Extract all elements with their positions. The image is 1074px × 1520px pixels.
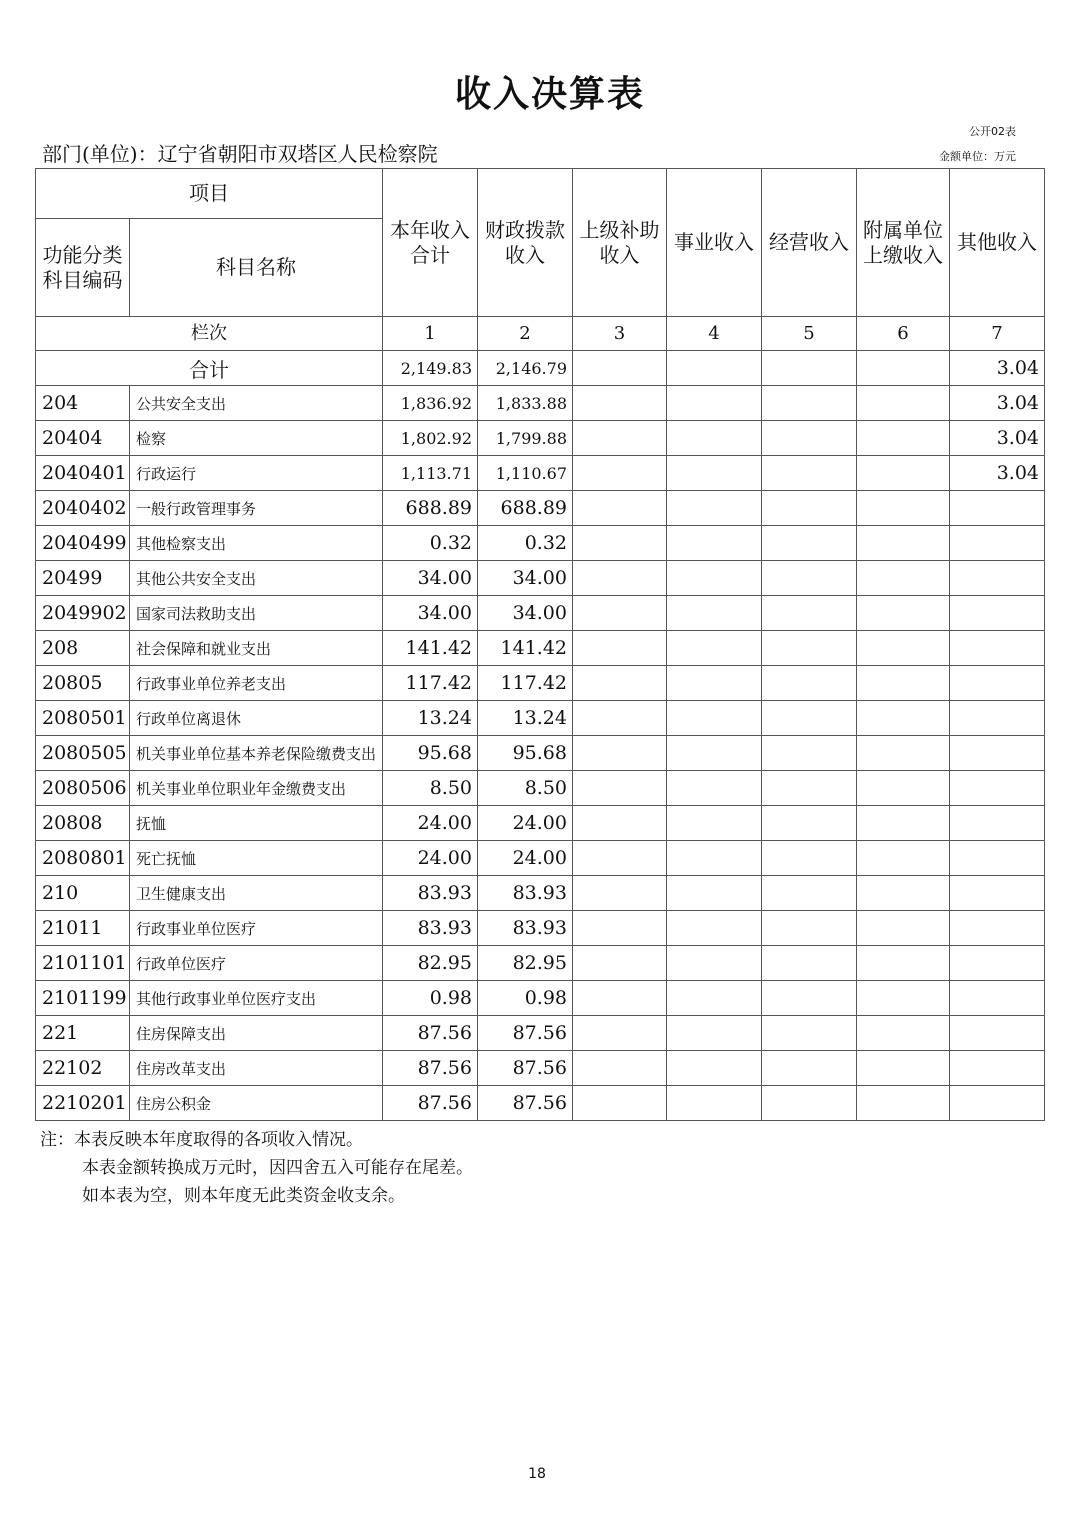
col-1-cell: 1,113.71 — [383, 456, 478, 491]
col-4-cell — [667, 911, 762, 946]
col-7-cell — [950, 876, 1045, 911]
page-title: 收入决算表 — [454, 74, 645, 115]
code-cell: 21011 — [36, 911, 130, 946]
col-2-cell: 13.24 — [478, 701, 573, 736]
column-number: 3 — [573, 317, 667, 351]
col-5-cell — [762, 631, 857, 666]
col-1-cell: 24.00 — [383, 806, 478, 841]
col-6-cell — [857, 946, 950, 981]
col-2-cell: 141.42 — [478, 631, 573, 666]
code-cell: 221 — [36, 1016, 130, 1051]
table-row — [36, 771, 1045, 806]
col-4-cell — [667, 806, 762, 841]
code-cell: 2040499 — [36, 526, 130, 561]
table-row — [36, 491, 1045, 526]
code-cell: 20808 — [36, 806, 130, 841]
col-7-cell — [950, 1051, 1045, 1086]
col-6-cell — [857, 1086, 950, 1121]
col-4-cell — [667, 1086, 762, 1121]
col-5-cell — [762, 386, 857, 421]
name-cell: 行政事业单位医疗 — [130, 911, 383, 946]
column-number: 5 — [762, 317, 857, 351]
col-1-cell: 87.56 — [383, 1016, 478, 1051]
col-6-cell — [857, 841, 950, 876]
col-2-cell: 87.56 — [478, 1051, 573, 1086]
code-cell: 2080506 — [36, 771, 130, 806]
col-2-cell: 688.89 — [478, 491, 573, 526]
code-cell: 20404 — [36, 421, 130, 456]
col-1-cell: 87.56 — [383, 1051, 478, 1086]
col-3-cell — [573, 561, 667, 596]
column-number: 6 — [857, 317, 950, 351]
column-number: 2 — [478, 317, 573, 351]
col-4-cell — [667, 946, 762, 981]
col-3-cell — [573, 1086, 667, 1121]
col-2-cell: 82.95 — [478, 946, 573, 981]
column-number: 7 — [950, 317, 1045, 351]
header-col-3: 上级补助收入 — [573, 169, 667, 317]
col-7-cell — [950, 561, 1045, 596]
col-3-cell — [573, 771, 667, 806]
col-2-cell: 0.32 — [478, 526, 573, 561]
col-1-cell: 34.00 — [383, 596, 478, 631]
header-col-2: 财政拨款收入 — [478, 169, 573, 317]
col-6-cell — [857, 456, 950, 491]
notes — [40, 1126, 473, 1210]
col-5-cell — [762, 946, 857, 981]
header-col-6: 附属单位上缴收入 — [857, 169, 950, 317]
col-6-cell — [857, 526, 950, 561]
col-6-cell — [857, 631, 950, 666]
header-col-5: 经营收入 — [762, 169, 857, 317]
col-2-cell: 34.00 — [478, 596, 573, 631]
code-cell: 2101199 — [36, 981, 130, 1016]
code-cell: 2040401 — [36, 456, 130, 491]
col-6-cell — [857, 386, 950, 421]
col-4-cell — [667, 701, 762, 736]
col-2-cell: 83.93 — [478, 911, 573, 946]
col-2-cell: 1,833.88 — [478, 386, 573, 421]
code-cell: 210 — [36, 876, 130, 911]
col-3-cell — [573, 1016, 667, 1051]
code-cell: 2101101 — [36, 946, 130, 981]
col-4-cell — [667, 561, 762, 596]
table-row — [36, 596, 1045, 631]
col-5-cell — [762, 806, 857, 841]
name-cell: 死亡抚恤 — [130, 841, 383, 876]
code-cell: 2080501 — [36, 701, 130, 736]
col-3-cell — [573, 631, 667, 666]
table-row — [36, 841, 1045, 876]
col-2-cell: 0.98 — [478, 981, 573, 1016]
total-label: 合计 — [36, 351, 383, 386]
col-3-cell — [573, 806, 667, 841]
col-1-cell: 1,836.92 — [383, 386, 478, 421]
col-6-cell — [857, 1016, 950, 1051]
form-number: 公开02表 — [969, 125, 1016, 138]
code-cell: 2210201 — [36, 1086, 130, 1121]
name-cell: 机关事业单位职业年金缴费支出 — [130, 771, 383, 806]
total-row — [36, 351, 1045, 386]
col-2-cell: 8.50 — [478, 771, 573, 806]
col-4-cell — [667, 491, 762, 526]
table-row — [36, 526, 1045, 561]
col-6-cell — [857, 596, 950, 631]
col-1-cell: 141.42 — [383, 631, 478, 666]
col-1-cell: 1,802.92 — [383, 421, 478, 456]
note-line: 本表金额转换成万元时，因四舍五入可能存在尾差。 — [82, 1158, 473, 1178]
total-col-4 — [667, 351, 762, 386]
col-3-cell — [573, 386, 667, 421]
header-col-7: 其他收入 — [950, 169, 1045, 317]
total-col-7: 3.04 — [950, 351, 1045, 386]
col-1-cell: 117.42 — [383, 666, 478, 701]
col-3-cell — [573, 421, 667, 456]
col-5-cell — [762, 491, 857, 526]
col-5-cell — [762, 1086, 857, 1121]
col-5-cell — [762, 701, 857, 736]
col-6-cell — [857, 701, 950, 736]
name-cell: 行政单位离退休 — [130, 701, 383, 736]
name-cell: 一般行政管理事务 — [130, 491, 383, 526]
name-cell: 其他检察支出 — [130, 526, 383, 561]
col-1-cell: 87.56 — [383, 1086, 478, 1121]
col-4-cell — [667, 876, 762, 911]
code-cell: 20499 — [36, 561, 130, 596]
col-6-cell — [857, 561, 950, 596]
col-3-cell — [573, 596, 667, 631]
col-5-cell — [762, 526, 857, 561]
name-cell: 社会保障和就业支出 — [130, 631, 383, 666]
code-cell: 2080505 — [36, 736, 130, 771]
table-row — [36, 666, 1045, 701]
department-label: 部门(单位)：辽宁省朝阳市双塔区人民检察院 — [42, 142, 438, 166]
name-cell: 公共安全支出 — [130, 386, 383, 421]
col-5-cell — [762, 981, 857, 1016]
col-5-cell — [762, 1016, 857, 1051]
col-1-cell: 95.68 — [383, 736, 478, 771]
name-cell: 住房改革支出 — [130, 1051, 383, 1086]
col-7-cell: 3.04 — [950, 386, 1045, 421]
page-number: 18 — [528, 1466, 546, 1482]
note-line: 如本表为空，则本年度无此类资金收支余。 — [82, 1186, 405, 1206]
col-5-cell — [762, 911, 857, 946]
col-2-cell: 1,110.67 — [478, 456, 573, 491]
col-3-cell — [573, 526, 667, 561]
col-1-cell: 82.95 — [383, 946, 478, 981]
col-2-cell: 34.00 — [478, 561, 573, 596]
col-5-cell — [762, 421, 857, 456]
code-cell: 208 — [36, 631, 130, 666]
name-cell: 行政运行 — [130, 456, 383, 491]
col-5-cell — [762, 1051, 857, 1086]
name-cell: 住房保障支出 — [130, 1016, 383, 1051]
column-number: 4 — [667, 317, 762, 351]
col-4-cell — [667, 456, 762, 491]
table-row — [36, 456, 1045, 491]
col-1-cell: 24.00 — [383, 841, 478, 876]
name-cell: 抚恤 — [130, 806, 383, 841]
col-1-cell: 0.32 — [383, 526, 478, 561]
col-5-cell — [762, 771, 857, 806]
name-cell: 住房公积金 — [130, 1086, 383, 1121]
name-cell: 卫生健康支出 — [130, 876, 383, 911]
col-6-cell — [857, 771, 950, 806]
col-3-cell — [573, 981, 667, 1016]
col-3-cell — [573, 1051, 667, 1086]
col-4-cell — [667, 421, 762, 456]
table-row — [36, 911, 1045, 946]
col-6-cell — [857, 421, 950, 456]
name-cell: 行政事业单位养老支出 — [130, 666, 383, 701]
col-7-cell: 3.04 — [950, 456, 1045, 491]
col-5-cell — [762, 561, 857, 596]
code-cell: 2049902 — [36, 596, 130, 631]
table-row — [36, 421, 1045, 456]
col-1-cell: 13.24 — [383, 701, 478, 736]
col-7-cell — [950, 666, 1045, 701]
col-4-cell — [667, 981, 762, 1016]
code-cell: 2040402 — [36, 491, 130, 526]
income-table — [35, 168, 1045, 1121]
col-7-cell — [950, 911, 1045, 946]
col-7-cell — [950, 631, 1045, 666]
col-1-cell: 8.50 — [383, 771, 478, 806]
col-7-cell — [950, 981, 1045, 1016]
col-4-cell — [667, 1051, 762, 1086]
col-4-cell — [667, 771, 762, 806]
col-6-cell — [857, 876, 950, 911]
total-col-2: 2,146.79 — [478, 351, 573, 386]
table-row — [36, 876, 1045, 911]
col-7-cell — [950, 1086, 1045, 1121]
header-project: 项目 — [36, 169, 383, 219]
col-5-cell — [762, 841, 857, 876]
col-5-cell — [762, 876, 857, 911]
col-2-cell: 87.56 — [478, 1016, 573, 1051]
table-row — [36, 1086, 1045, 1121]
col-1-cell: 34.00 — [383, 561, 478, 596]
table-row — [36, 946, 1045, 981]
col-4-cell — [667, 526, 762, 561]
code-cell: 20805 — [36, 666, 130, 701]
amount-unit-label: 金额单位：万元 — [939, 150, 1016, 163]
total-col-6 — [857, 351, 950, 386]
col-6-cell — [857, 1051, 950, 1086]
note-line: 注：本表反映本年度取得的各项收入情况。 — [40, 1130, 363, 1150]
col-3-cell — [573, 456, 667, 491]
col-7-cell — [950, 701, 1045, 736]
col-1-cell: 83.93 — [383, 911, 478, 946]
table-row — [36, 806, 1045, 841]
col-6-cell — [857, 806, 950, 841]
col-7-cell — [950, 946, 1045, 981]
col-7-cell: 3.04 — [950, 421, 1045, 456]
header-col-4: 事业收入 — [667, 169, 762, 317]
col-2-cell: 83.93 — [478, 876, 573, 911]
name-cell: 国家司法救助支出 — [130, 596, 383, 631]
code-cell: 22102 — [36, 1051, 130, 1086]
col-6-cell — [857, 666, 950, 701]
col-5-cell — [762, 456, 857, 491]
col-3-cell — [573, 701, 667, 736]
name-cell: 行政单位医疗 — [130, 946, 383, 981]
col-4-cell — [667, 841, 762, 876]
code-cell: 204 — [36, 386, 130, 421]
col-3-cell — [573, 841, 667, 876]
col-4-cell — [667, 386, 762, 421]
col-4-cell — [667, 736, 762, 771]
col-1-cell: 83.93 — [383, 876, 478, 911]
col-4-cell — [667, 666, 762, 701]
table-row — [36, 561, 1045, 596]
col-1-cell: 688.89 — [383, 491, 478, 526]
col-5-cell — [762, 666, 857, 701]
col-7-cell — [950, 526, 1045, 561]
name-cell: 其他行政事业单位医疗支出 — [130, 981, 383, 1016]
header-func-code: 功能分类科目编码 — [36, 219, 130, 317]
col-7-cell — [950, 1016, 1045, 1051]
table-row — [36, 386, 1045, 421]
col-2-cell: 117.42 — [478, 666, 573, 701]
col-6-cell — [857, 981, 950, 1016]
col-6-cell — [857, 736, 950, 771]
column-number-label: 栏次 — [36, 317, 383, 351]
table-row — [36, 701, 1045, 736]
col-5-cell — [762, 596, 857, 631]
col-3-cell — [573, 911, 667, 946]
col-2-cell: 1,799.88 — [478, 421, 573, 456]
col-7-cell — [950, 771, 1045, 806]
col-2-cell: 24.00 — [478, 806, 573, 841]
col-4-cell — [667, 1016, 762, 1051]
table-row — [36, 736, 1045, 771]
col-5-cell — [762, 736, 857, 771]
col-7-cell — [950, 841, 1045, 876]
total-col-3 — [573, 351, 667, 386]
col-7-cell — [950, 736, 1045, 771]
col-3-cell — [573, 736, 667, 771]
col-3-cell — [573, 666, 667, 701]
col-3-cell — [573, 946, 667, 981]
col-6-cell — [857, 911, 950, 946]
col-7-cell — [950, 596, 1045, 631]
col-7-cell — [950, 806, 1045, 841]
col-3-cell — [573, 876, 667, 911]
name-cell: 机关事业单位基本养老保险缴费支出 — [130, 736, 383, 771]
header-subject-name: 科目名称 — [130, 219, 383, 317]
table-row — [36, 981, 1045, 1016]
table-row — [36, 1051, 1045, 1086]
total-col-1: 2,149.83 — [383, 351, 478, 386]
header-col-1: 本年收入合计 — [383, 169, 478, 317]
name-cell: 检察 — [130, 421, 383, 456]
col-1-cell: 0.98 — [383, 981, 478, 1016]
table-row — [36, 631, 1045, 666]
table-row — [36, 1016, 1045, 1051]
col-4-cell — [667, 596, 762, 631]
col-4-cell — [667, 631, 762, 666]
col-2-cell: 24.00 — [478, 841, 573, 876]
column-number: 1 — [383, 317, 478, 351]
col-7-cell — [950, 491, 1045, 526]
col-2-cell: 95.68 — [478, 736, 573, 771]
name-cell: 其他公共安全支出 — [130, 561, 383, 596]
col-3-cell — [573, 491, 667, 526]
col-6-cell — [857, 491, 950, 526]
total-col-5 — [762, 351, 857, 386]
col-2-cell: 87.56 — [478, 1086, 573, 1121]
code-cell: 2080801 — [36, 841, 130, 876]
